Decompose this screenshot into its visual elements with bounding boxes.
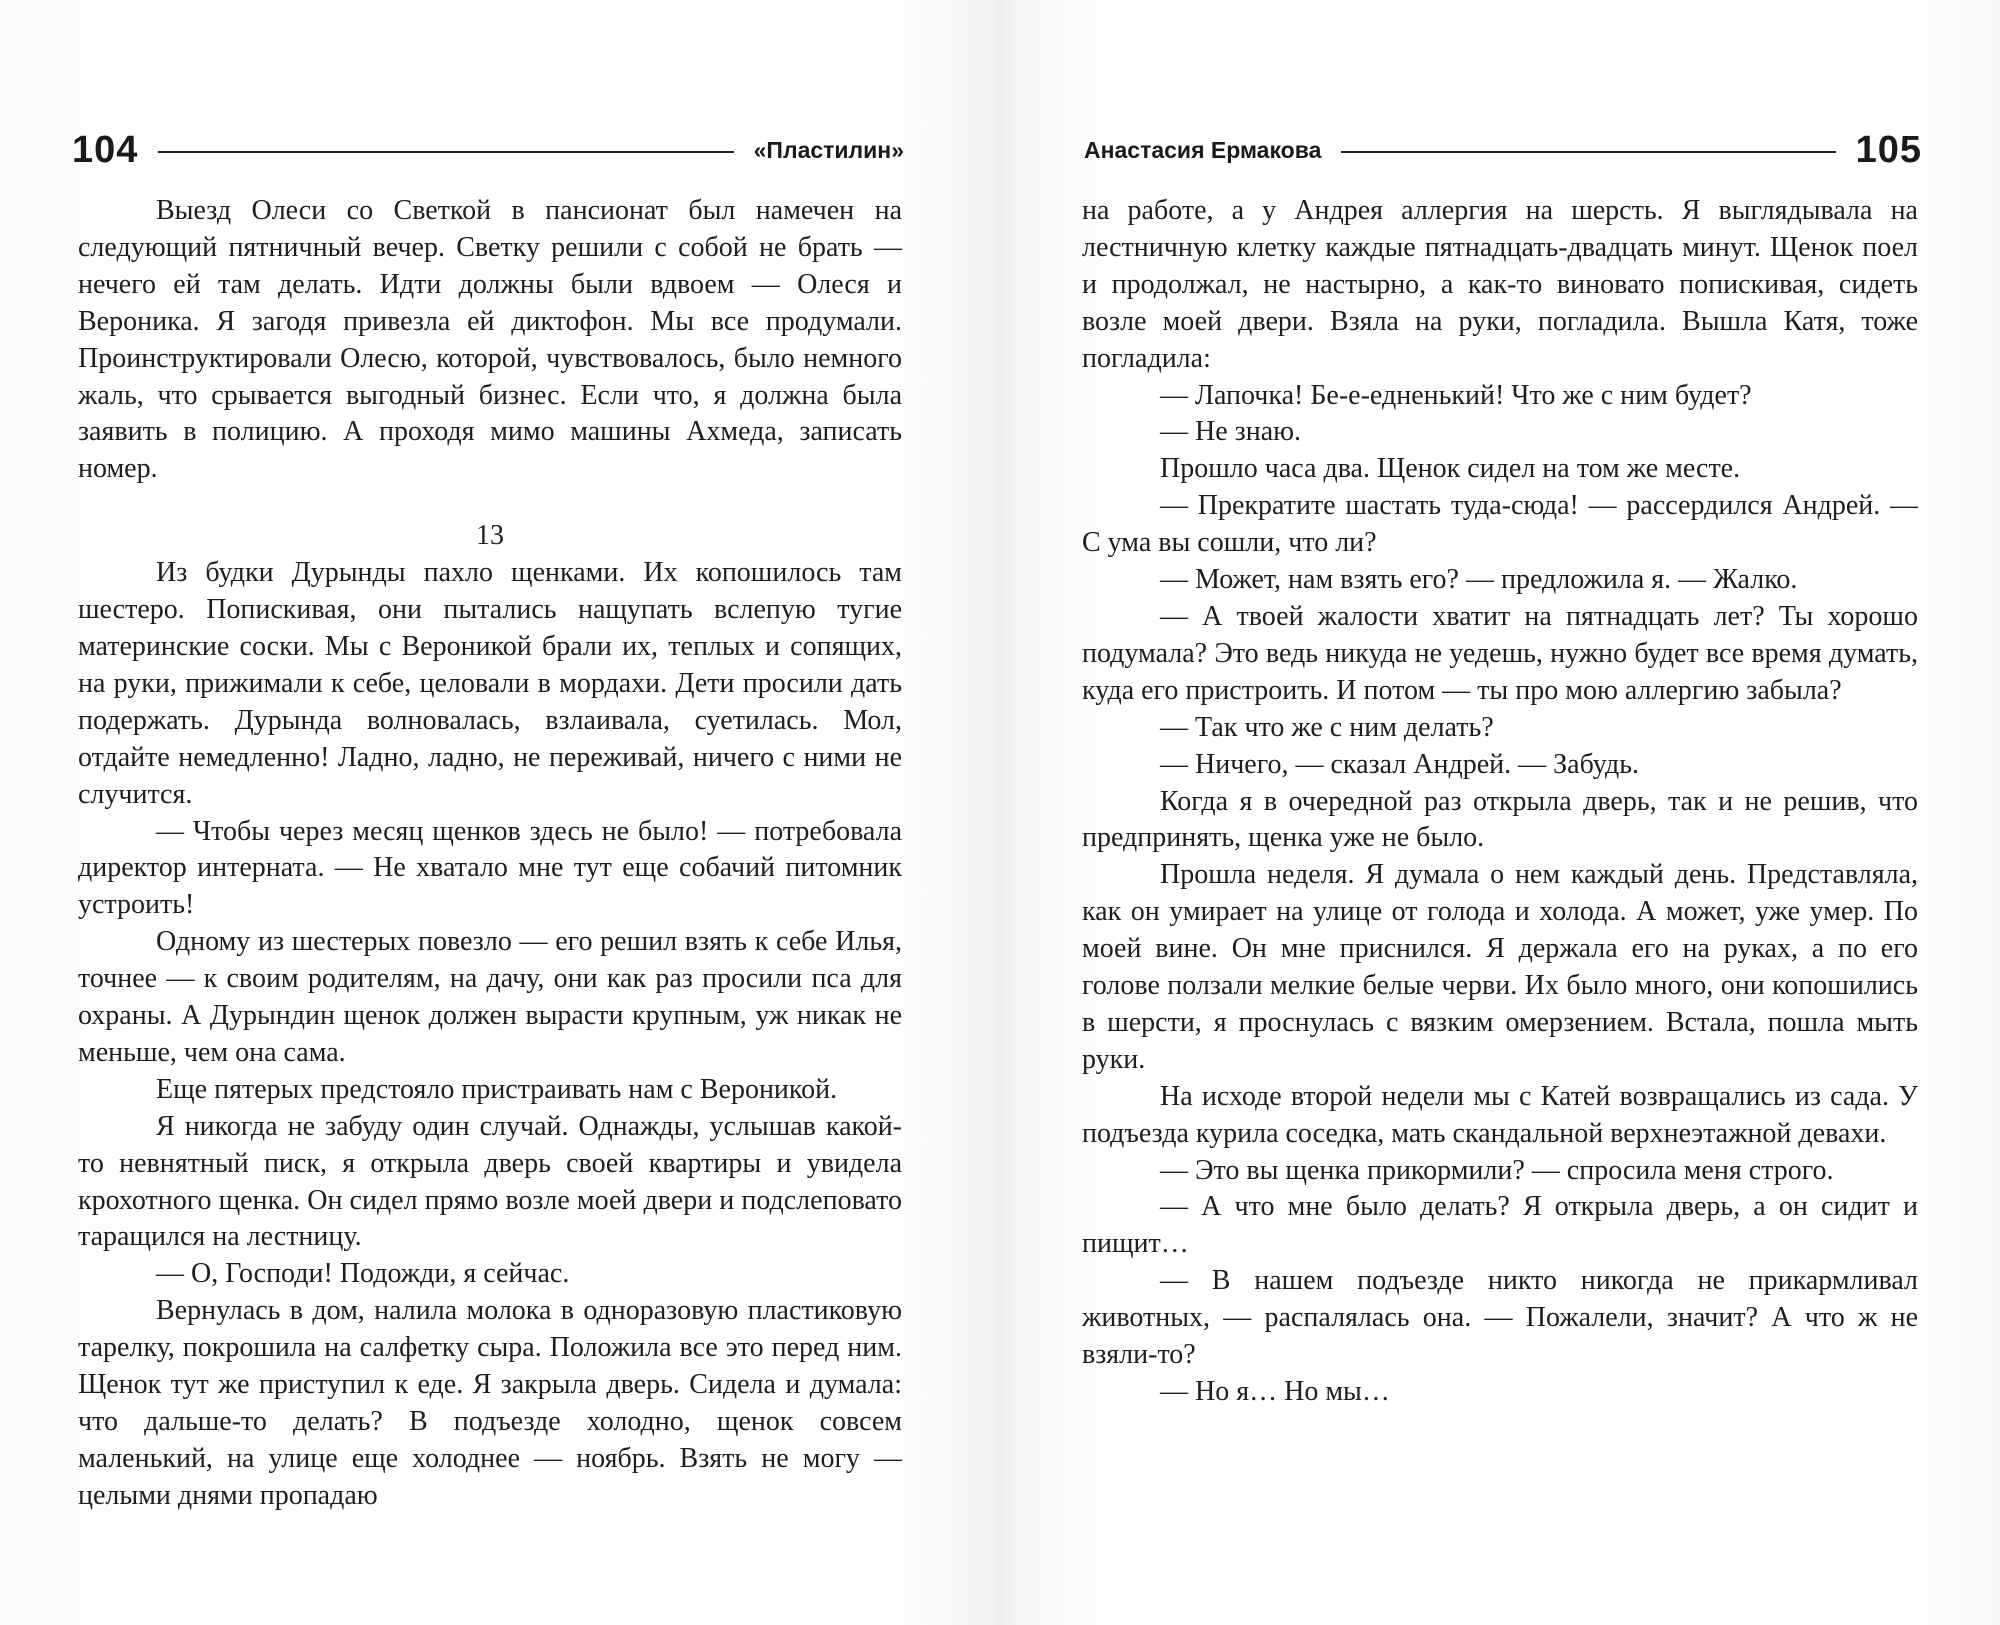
right-body-text — [1082, 193, 1918, 1411]
paragraph: На исходе второй недели мы с Катей возвращались из сада. У подъезда курила соседка, мать скандальной верхнеэтажной девахи. — [1082, 1080, 1918, 1149]
right-running-title: Анастасия Ермакова — [1084, 136, 1322, 163]
paragraph: Когда я в очередной раз открыла дверь, так и не решив, что предпринять, щенка уже не было. — [1082, 785, 1918, 854]
paragraph: — Чтобы через месяц щенков здесь не было! — потребовала директор интерната. — Не хватало мне тут еще собачий питомник устроить! — [78, 815, 902, 921]
paragraph: Прошло часа два. Щенок сидел на том же месте. — [1160, 453, 1741, 485]
paragraph: — В нашем подъезде никто никогда не прикармливал животных, — распалялась она. — Пожалели, значит? А что ж не взяли-то? — [1082, 1265, 1918, 1371]
paragraph: — А что мне было делать? Я открыла дверь, а он сидит и пищит… — [1082, 1191, 1918, 1260]
paragraph: Еще пятерых предстояло пристраивать нам с Вероникой. — [156, 1073, 838, 1105]
paragraph: — А твоей жалости хватит на пятнадцать лет? Ты хорошо подумала? Это ведь никуда не уедешь, нужно будет все время думать, куда его пристроить. И потом — ты про мою аллергию забыла? — [1082, 600, 1918, 706]
paragraph: — О, Господи! Подожди, я сейчас. — [156, 1258, 570, 1290]
left-running-title: «Пластилин» — [753, 136, 904, 163]
left-running-head — [72, 122, 904, 178]
paragraph: — Так что же с ним делать? — [1160, 711, 1494, 743]
left-head-rule — [158, 151, 733, 153]
right-page-number: 105 — [1855, 128, 1922, 171]
paragraph: Вернулась в дом, налила молока в одноразовую пластиковую тарелку, покрошила на салфетку сыра. Положила все это перед ним. Щенок тут же приступил к еде. Я закрыла дверь. Сидела и думала: что дальше-то делать? В подъезде холодно, щенок совсем маленький, на улице еще холоднее — ноябрь. Взять не могу — целыми днями пропадаю — [78, 1295, 902, 1511]
paragraph: Я никогда не забуду один случай. Однажды, услышав какой-то невнятный писк, я открыла дверь своей квартиры и увидела крохотного щенка. Он сидел прямо возле моей двери и подслеповато таращился на лестницу. — [78, 1110, 902, 1253]
chapter-number: 13 — [476, 520, 504, 552]
right-head-rule — [1341, 151, 1835, 153]
left-page-number: 104 — [72, 128, 139, 171]
right-running-head — [1084, 122, 1922, 178]
paragraph: — Может, нам взять его? — предложила я. — Жалко. — [1160, 564, 1798, 596]
paragraph: — Но я… Но мы… — [1160, 1376, 1390, 1407]
continued-paragraph: на работе, а у Андрея аллергия на шерсть. Я выглядывала на лестничную клетку каждые пятнадцать-двадцать минут. Щенок поел и продолжал, не настырно, а как-то виновато попискивая, сидеть возле моей двери. Взяла на руки, погладила. Вышла Катя, тоже погладила: — [1082, 195, 1918, 374]
paragraph: — Не знаю. — [1160, 416, 1302, 448]
paragraph: Выезд Олеси со Светкой в пансионат был намечен на следующий пятничный вечер. Светку решили с собой не брать — нечего ей там делать. Идти должны были вдвоем — Олеся и Вероника. Я загодя привезла ей диктофон. Мы все продумали. Проинструктировали Олесю, которой, чувствовалось, было немного жаль, что срывается выгодный бизнес. Если что, я должна была заявить в полицию. А проходя мимо машины Ахмеда, записать номер. — [78, 195, 902, 485]
paragraph: — Прекратите шастать туда-сюда! — рассердился Андрей. — С ума вы сошли, что ли? — [1082, 490, 1918, 559]
paragraph: Из будки Дурынды пахло щенками. Их копошилось там шестеро. Попискивая, они пытались нащупать вслепую тугие материнские соски. Мы с Вероникой брали их, теплых и сопящих, на руки, прижимали к себе, целовали в мордахи. Дети просили дать подержать. Дурында волновалась, взлаивала, суетилась. Мол, отдайте немедленно! Ладно, ладно, не переживай, ничего с ними не случится. — [78, 557, 902, 810]
paragraph: — Это вы щенка прикормили? — спросила меня строго. — [1160, 1154, 1834, 1186]
paragraph: — Ничего, — сказал Андрей. — Забудь. — [1160, 748, 1639, 780]
paragraph: Одному из шестерых повезло — его решил взять к себе Илья, точнее — к своим родителям, на дачу, они как раз просили пса для охраны. А Дурындин щенок должен вырасти крупным, уж никак не меньше, чем она сама. — [78, 926, 902, 1068]
paragraph: — Лапочка! Бе-е-едненький! Что же с ним будет? — [1160, 379, 1752, 411]
paragraph: Прошла неделя. Я думала о нем каждый день. Представляла, как он умирает на улице от голода и холода. А может, уже умер. По моей вине. Он мне приснился. Я держала его на руках, а по его голове ползали мелкие белые черви. Их было много, они копошились в шерсти, я проснулась с вязким омерзением. Встала, пошла мыть руки. — [1082, 859, 1918, 1075]
right-page — [1000, 0, 2000, 1625]
left-body-text — [78, 193, 902, 1515]
